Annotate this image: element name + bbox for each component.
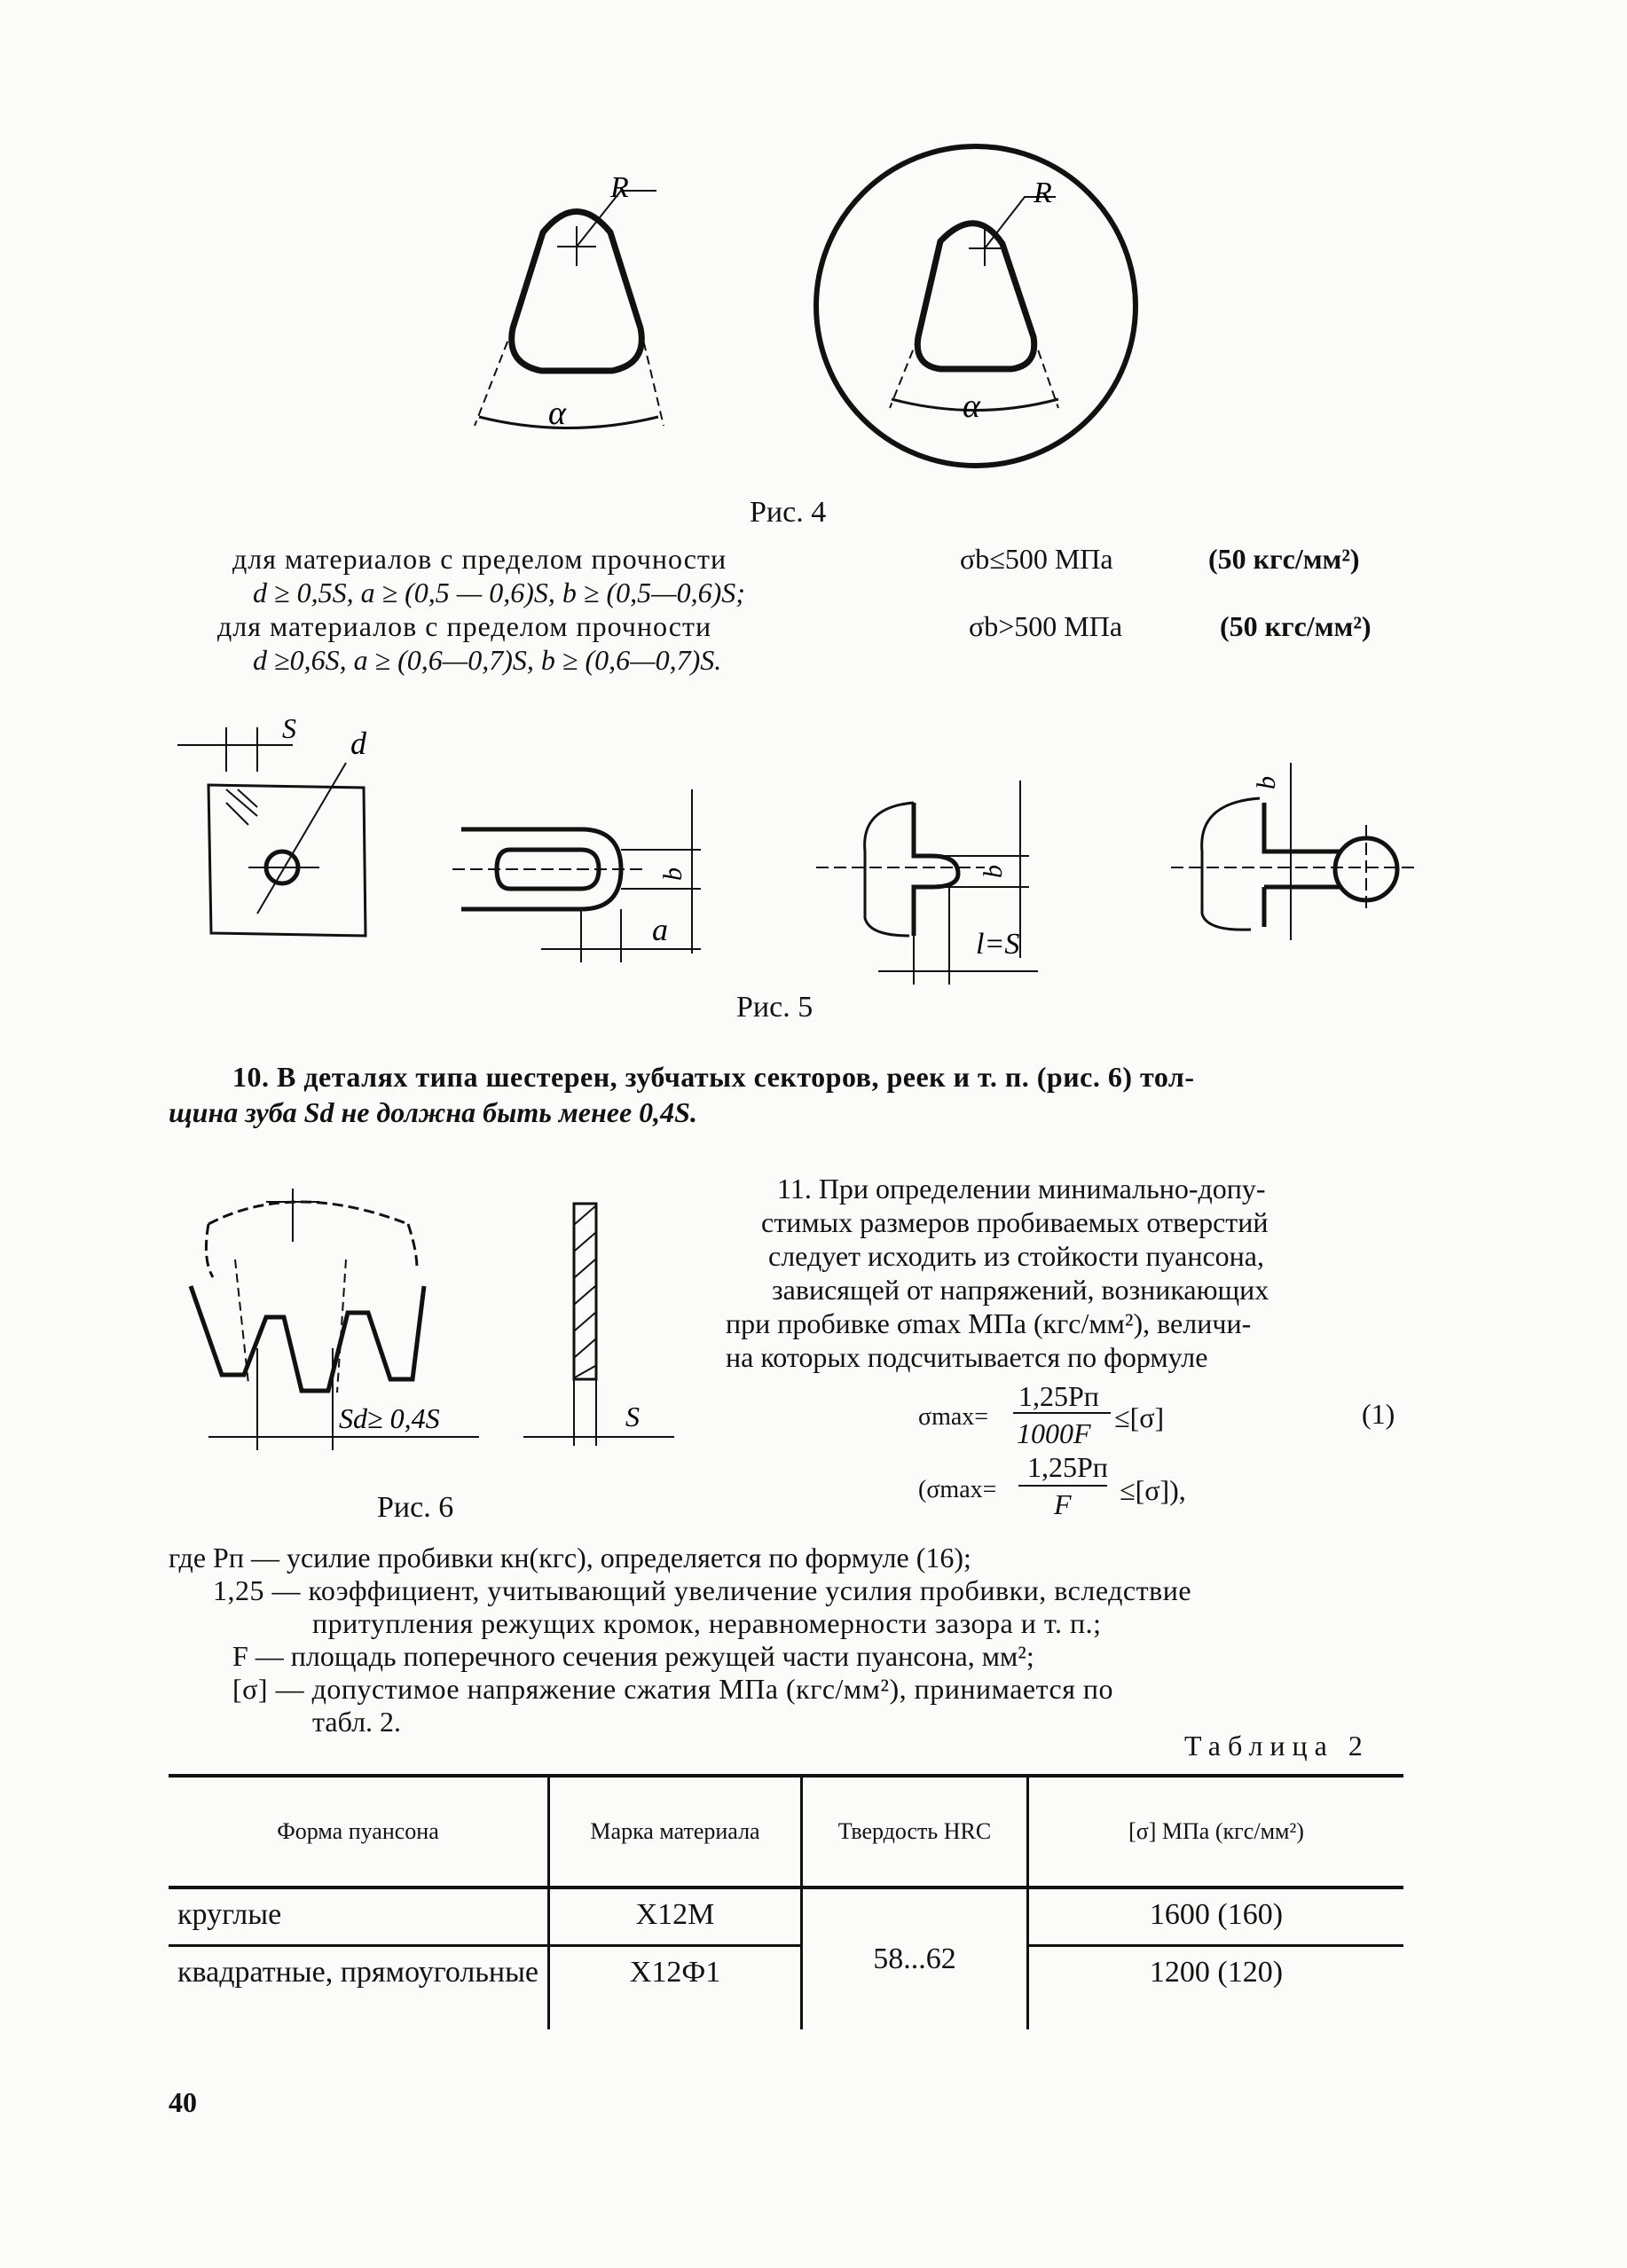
formula2-numerator: 1,25Pп <box>1027 1451 1108 1483</box>
cell-stress: 1600 (160) <box>1028 1887 1404 1945</box>
where-line2: 1,25 — коэффициент, учитывающий увеличение усилия пробивки, вследствие <box>213 1574 1192 1606</box>
where-line4: F — площадь поперечного сечения режущей части пуансона, мм²; <box>232 1640 1034 1672</box>
where-line3: притупления режущих кромок, неравномерности зазора и т. п.; <box>312 1607 1102 1639</box>
cell-material: Х12М <box>549 1887 802 1945</box>
para11-line6: на которых подсчитывается по формуле <box>726 1341 1208 1373</box>
col-header-hardness: Твердость HRC <box>802 1776 1028 1887</box>
formula1-lhs: σmax= <box>918 1403 989 1431</box>
materials-line4: d ≥0,6S, a ≥ (0,6—0,7)S, b ≥ (0,6—0,7)S. <box>253 644 722 676</box>
materials-cond2: σb>500 МПа <box>969 610 1123 642</box>
para11-line5: при пробивке σmax МПа (кгс/мм²), величи- <box>726 1307 1252 1339</box>
fig4-label-R2: R <box>1034 177 1052 209</box>
where-line6: табл. 2. <box>312 1706 402 1738</box>
formula2-lhs: (σmax= <box>918 1476 997 1503</box>
fig5-label-lS: l=S <box>976 928 1020 961</box>
materials-cond1: σb≤500 МПа <box>960 543 1113 575</box>
materials-line1: для материалов с пределом прочности <box>232 543 727 575</box>
fig6-label-Sd: Sd≥ 0,4S <box>339 1402 440 1434</box>
formula1-denominator: 1000F <box>1017 1417 1091 1449</box>
fig6-caption: Рис. 6 <box>377 1491 454 1524</box>
table2-title: Таблица 2 <box>1184 1730 1370 1762</box>
para10-line2: щина зуба Sd не должна быть менее 0,4S. <box>169 1096 697 1128</box>
table-header-row <box>169 1776 1403 1887</box>
para11-line3: следует исходить из стойкости пуансона, <box>768 1240 1264 1272</box>
fig4-caption: Рис. 4 <box>750 496 827 529</box>
formula-number: (1) <box>1362 1398 1395 1430</box>
cell-hardness: 58...62 <box>802 1887 1028 2029</box>
fig5-label-a: a <box>652 912 668 947</box>
cell-shape: круглые <box>169 1887 549 1945</box>
fig4-label-alpha1: α <box>548 395 566 432</box>
col-header-stress: [σ] МПа (кгс/мм²) <box>1028 1776 1404 1887</box>
para11-line4: зависящей от напряжений, возникающих <box>772 1274 1269 1306</box>
page-number: 40 <box>169 2086 197 2118</box>
where-line5: [σ] — допустимое напряжение сжатия МПа (кгс/мм²), принимается по <box>232 1673 1114 1705</box>
formula1-rhs: ≤[σ] <box>1114 1401 1165 1433</box>
cell-shape: квадратные, прямоугольные <box>177 1955 539 1989</box>
formula2-denominator: F <box>1054 1488 1072 1520</box>
table-2 <box>169 1774 1403 2029</box>
para11-line1: 11. При определении минимально-допу- <box>777 1173 1266 1205</box>
materials-unit2: (50 кгс/мм²) <box>1220 610 1372 642</box>
fig5-label-b2: b <box>979 865 1008 878</box>
fig4-label-R1: R <box>610 171 629 204</box>
col-header-material: Марка материала <box>549 1776 802 1887</box>
formula2-rhs: ≤[σ]), <box>1120 1474 1186 1506</box>
para11-line2: стимых размеров пробиваемых отверстий <box>761 1206 1269 1238</box>
fig5-label-b1: b <box>658 867 688 881</box>
cell-stress: 1200 (120) <box>1028 1945 1404 2029</box>
table-row <box>169 1887 1403 1945</box>
fig5-label-d: d <box>350 726 366 761</box>
col-header-shape: Форма пуансона <box>169 1776 549 1887</box>
cell-material: Х12Ф1 <box>549 1945 802 2029</box>
materials-line3: для материалов с пределом прочности <box>217 610 712 642</box>
para10-line1: 10. В деталях типа шестерен, зубчатых секторов, реек и т. п. (рис. 6) тол- <box>232 1061 1195 1093</box>
table-row <box>169 1945 1403 2029</box>
materials-line2: d ≥ 0,5S, a ≥ (0,5 — 0,6)S, b ≥ (0,5—0,6)S; <box>253 577 745 608</box>
fig4-label-alpha2: α <box>963 388 980 425</box>
fig5-label-S: S <box>282 712 296 744</box>
fig5-label-b3: b <box>1252 776 1281 789</box>
formula1-numerator: 1,25Pп <box>1018 1380 1099 1412</box>
where-line1: где Pп — усилие пробивки кн(кгс), определяется по формуле (16); <box>169 1542 971 1573</box>
fig6-label-S: S <box>625 1401 640 1432</box>
fig5-caption: Рис. 5 <box>736 991 814 1024</box>
materials-unit1: (50 кгс/мм²) <box>1208 543 1360 575</box>
